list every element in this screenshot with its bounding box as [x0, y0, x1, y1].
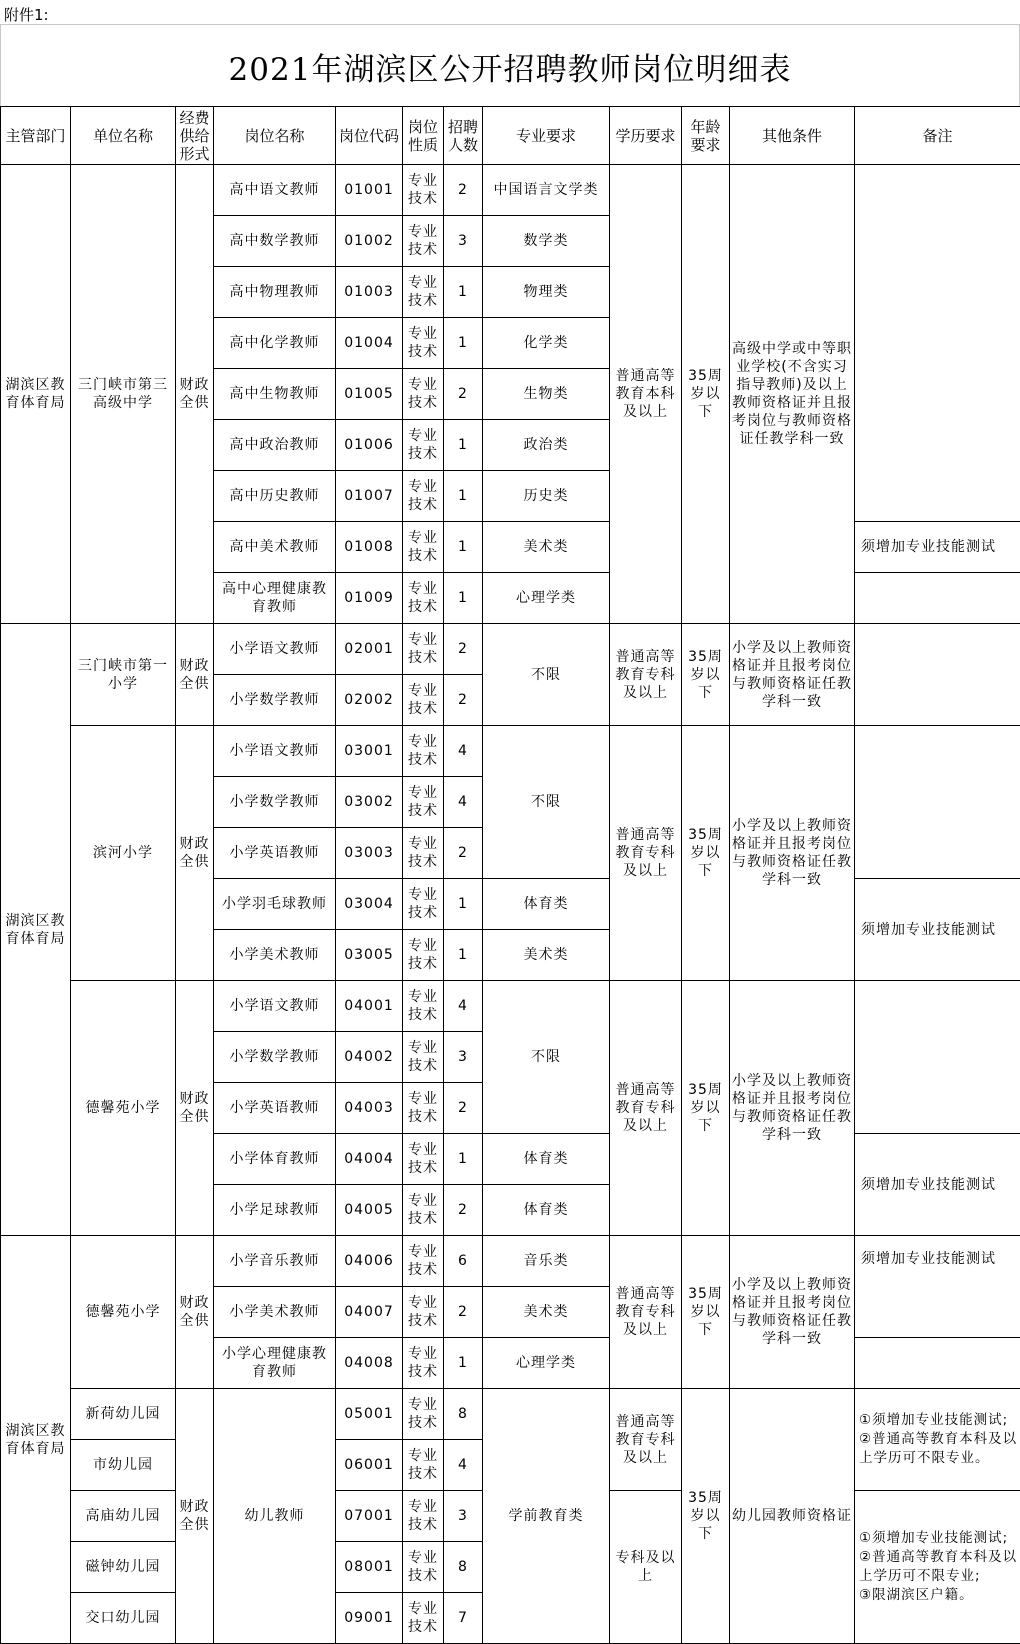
count-cell: 4 [444, 726, 483, 777]
unit-cell: 滨河小学 [71, 726, 176, 981]
position-cell: 小学语文教师 [214, 624, 336, 675]
count-cell: 1 [444, 318, 483, 369]
education-cell: 普通高等教育专科及以上 [610, 726, 682, 981]
code-cell: 06001 [336, 1440, 403, 1491]
count-cell: 8 [444, 1389, 483, 1440]
count-cell: 1 [444, 573, 483, 624]
nature-cell: 专业技术 [403, 1542, 444, 1593]
count-cell: 3 [444, 216, 483, 267]
position-cell: 高中生物教师 [214, 369, 336, 420]
unit-cell: 德馨苑小学 [71, 1236, 176, 1389]
count-cell: 2 [444, 675, 483, 726]
code-cell: 01002 [336, 216, 403, 267]
major-cell: 化学类 [483, 318, 610, 369]
position-cell: 小学美术教师 [214, 1287, 336, 1338]
count-cell: 2 [444, 165, 483, 216]
funding-cell: 财政全供 [176, 981, 214, 1236]
major-cell: 心理学类 [483, 1338, 610, 1389]
count-cell: 3 [444, 1032, 483, 1083]
nature-cell: 专业技术 [403, 165, 444, 216]
position-cell: 高中历史教师 [214, 471, 336, 522]
header-funding: 经费供给形式 [176, 107, 214, 165]
unit-cell: 德馨苑小学 [71, 981, 176, 1236]
code-cell: 04002 [336, 1032, 403, 1083]
position-cell: 高中数学教师 [214, 216, 336, 267]
nature-cell: 专业技术 [403, 1134, 444, 1185]
table-row [1, 165, 1020, 216]
remark-cell [855, 726, 1020, 879]
count-cell: 1 [444, 1338, 483, 1389]
code-cell: 02001 [336, 624, 403, 675]
nature-cell: 专业技术 [403, 624, 444, 675]
table-row [1, 624, 1020, 675]
code-cell: 04006 [336, 1236, 403, 1287]
count-cell: 2 [444, 828, 483, 879]
count-cell: 1 [444, 930, 483, 981]
unit-cell: 三门峡市第三高级中学 [71, 165, 176, 624]
position-cell: 小学羽毛球教师 [214, 879, 336, 930]
remark-cell [855, 1338, 1020, 1389]
header-major: 专业要求 [483, 107, 610, 165]
count-cell: 4 [444, 777, 483, 828]
code-cell: 01004 [336, 318, 403, 369]
count-cell: 4 [444, 981, 483, 1032]
remark-cell: 须增加专业技能测试 [855, 1236, 1020, 1338]
age-cell: 35周岁以下 [682, 981, 730, 1236]
nature-cell: 专业技术 [403, 828, 444, 879]
nature-cell: 专业技术 [403, 1389, 444, 1440]
code-cell: 03002 [336, 777, 403, 828]
table-row [1, 1236, 1020, 1287]
remark-cell [855, 573, 1020, 624]
nature-cell: 专业技术 [403, 1338, 444, 1389]
unit-cell: 磁钟幼儿园 [71, 1542, 176, 1593]
position-cell: 小学足球教师 [214, 1185, 336, 1236]
position-cell: 小学音乐教师 [214, 1236, 336, 1287]
other-cell: 小学及以上教师资格证并且报考岗位与教师资格证任教学科一致 [730, 981, 855, 1236]
position-cell: 小学数学教师 [214, 777, 336, 828]
count-cell: 2 [444, 624, 483, 675]
code-cell: 04005 [336, 1185, 403, 1236]
header-code: 岗位代码 [336, 107, 403, 165]
position-cell: 高中语文教师 [214, 165, 336, 216]
dept-cell: 湖滨区教育体育局 [1, 1236, 71, 1644]
position-cell: 小学心理健康教育教师 [214, 1338, 336, 1389]
nature-cell: 专业技术 [403, 573, 444, 624]
code-cell: 03003 [336, 828, 403, 879]
page-title: 2021年湖滨区公开招聘教师岗位明细表 [228, 52, 792, 88]
position-cell: 高中化学教师 [214, 318, 336, 369]
count-cell: 2 [444, 1287, 483, 1338]
major-cell: 数学类 [483, 216, 610, 267]
nature-cell: 专业技术 [403, 675, 444, 726]
code-cell: 03001 [336, 726, 403, 777]
header-dept: 主管部门 [1, 107, 71, 165]
position-cell: 小学美术教师 [214, 930, 336, 981]
unit-cell: 市幼儿园 [71, 1440, 176, 1491]
code-cell: 04001 [336, 981, 403, 1032]
position-cell: 高中美术教师 [214, 522, 336, 573]
age-cell: 35周岁以下 [682, 726, 730, 981]
position-cell: 小学英语教师 [214, 828, 336, 879]
nature-cell: 专业技术 [403, 930, 444, 981]
count-cell: 1 [444, 879, 483, 930]
nature-cell: 专业技术 [403, 471, 444, 522]
funding-cell: 财政全供 [176, 726, 214, 981]
header-position: 岗位名称 [214, 107, 336, 165]
major-cell: 音乐类 [483, 1236, 610, 1287]
nature-cell: 专业技术 [403, 369, 444, 420]
education-cell: 专科及以上 [610, 1491, 682, 1644]
other-cell: 幼儿园教师资格证 [730, 1389, 855, 1644]
major-cell: 美术类 [483, 930, 610, 981]
major-cell: 政治类 [483, 420, 610, 471]
count-cell: 1 [444, 267, 483, 318]
nature-cell: 专业技术 [403, 1185, 444, 1236]
position-cell: 小学体育教师 [214, 1134, 336, 1185]
code-cell: 03004 [336, 879, 403, 930]
nature-cell: 专业技术 [403, 1491, 444, 1542]
remark-cell [855, 165, 1020, 522]
attachment-label: 附件1: [4, 6, 49, 24]
remark-cell: 须增加专业技能测试 [855, 1134, 1020, 1236]
count-cell: 4 [444, 1440, 483, 1491]
code-cell: 07001 [336, 1491, 403, 1542]
count-cell: 1 [444, 420, 483, 471]
table-row [1, 1389, 1020, 1440]
header-count: 招聘人数 [444, 107, 483, 165]
major-cell: 中国语言文学类 [483, 165, 610, 216]
dept-cell: 湖滨区教育体育局 [1, 624, 71, 1236]
major-cell: 不限 [483, 981, 610, 1134]
nature-cell: 专业技术 [403, 267, 444, 318]
position-cell: 小学语文教师 [214, 981, 336, 1032]
code-cell: 04004 [336, 1134, 403, 1185]
major-cell: 美术类 [483, 1287, 610, 1338]
code-cell: 01008 [336, 522, 403, 573]
education-cell: 普通高等教育专科及以上 [610, 1236, 682, 1389]
count-cell: 2 [444, 1083, 483, 1134]
count-cell: 7 [444, 1593, 483, 1644]
dept-cell: 湖滨区教育体育局 [1, 165, 71, 624]
nature-cell: 专业技术 [403, 1593, 444, 1644]
education-cell: 普通高等教育本科及以上 [610, 165, 682, 624]
header-unit: 单位名称 [71, 107, 176, 165]
education-cell: 普通高等教育专科及以上 [610, 1389, 682, 1491]
count-cell: 3 [444, 1491, 483, 1542]
remark-cell [855, 624, 1020, 726]
position-cell: 小学英语教师 [214, 1083, 336, 1134]
major-cell: 生物类 [483, 369, 610, 420]
code-cell: 04007 [336, 1287, 403, 1338]
count-cell: 1 [444, 471, 483, 522]
nature-cell: 专业技术 [403, 1083, 444, 1134]
nature-cell: 专业技术 [403, 1440, 444, 1491]
position-cell: 高中物理教师 [214, 267, 336, 318]
nature-cell: 专业技术 [403, 420, 444, 471]
remark-cell: 须增加专业技能测试 [855, 879, 1020, 981]
nature-cell: 专业技术 [403, 522, 444, 573]
position-cell: 小学数学教师 [214, 675, 336, 726]
remark-cell: 须增加专业技能测试 [855, 522, 1020, 573]
age-cell: 35周岁以下 [682, 165, 730, 624]
age-cell: 35周岁以下 [682, 624, 730, 726]
unit-cell: 新荷幼儿园 [71, 1389, 176, 1440]
nature-cell: 专业技术 [403, 879, 444, 930]
count-cell: 1 [444, 1134, 483, 1185]
education-cell: 普通高等教育专科及以上 [610, 624, 682, 726]
education-cell: 普通高等教育专科及以上 [610, 981, 682, 1236]
code-cell: 01001 [336, 165, 403, 216]
recruitment-table [0, 106, 1020, 1644]
nature-cell: 专业技术 [403, 1287, 444, 1338]
nature-cell: 专业技术 [403, 318, 444, 369]
position-cell: 高中政治教师 [214, 420, 336, 471]
code-cell: 04003 [336, 1083, 403, 1134]
major-cell: 体育类 [483, 1185, 610, 1236]
remark-cell [855, 981, 1020, 1134]
code-cell: 01005 [336, 369, 403, 420]
nature-cell: 专业技术 [403, 726, 444, 777]
code-cell: 04008 [336, 1338, 403, 1389]
code-cell: 08001 [336, 1542, 403, 1593]
count-cell: 8 [444, 1542, 483, 1593]
unit-cell: 三门峡市第一小学 [71, 624, 176, 726]
funding-cell: 财政全供 [176, 1389, 214, 1644]
count-cell: 2 [444, 1185, 483, 1236]
major-cell: 美术类 [483, 522, 610, 573]
header-other: 其他条件 [730, 107, 855, 165]
table-row [1, 981, 1020, 1032]
funding-cell: 财政全供 [176, 1236, 214, 1389]
unit-cell: 高庙幼儿园 [71, 1491, 176, 1542]
age-cell: 35周岁以下 [682, 1389, 730, 1644]
remark-cell: ①须增加专业技能测试; ②普通高等教育本科及以上学历可不限专业。 [855, 1389, 1020, 1491]
position-cell: 小学语文教师 [214, 726, 336, 777]
code-cell: 09001 [336, 1593, 403, 1644]
code-cell: 05001 [336, 1389, 403, 1440]
header-age: 年龄要求 [682, 107, 730, 165]
code-cell: 01006 [336, 420, 403, 471]
nature-cell: 专业技术 [403, 216, 444, 267]
table-header-row [1, 107, 1020, 165]
table-row [1, 726, 1020, 777]
major-cell: 心理学类 [483, 573, 610, 624]
funding-cell: 财政全供 [176, 624, 214, 726]
unit-cell: 交口幼儿园 [71, 1593, 176, 1644]
header-remark: 备注 [855, 107, 1020, 165]
nature-cell: 专业技术 [403, 1236, 444, 1287]
major-cell: 体育类 [483, 1134, 610, 1185]
other-cell: 高级中学或中等职业学校(不含实习指导教师)及以上教师资格证并且报考岗位与教师资格证任教学科一致 [730, 165, 855, 624]
position-cell: 小学数学教师 [214, 1032, 336, 1083]
position-cell: 幼儿教师 [214, 1389, 336, 1644]
other-cell: 小学及以上教师资格证并且报考岗位与教师资格证任教学科一致 [730, 726, 855, 981]
code-cell: 03005 [336, 930, 403, 981]
code-cell: 02002 [336, 675, 403, 726]
remark-cell: ①须增加专业技能测试; ②普通高等教育本科及以上学历可不限专业; ③限湖滨区户籍。 [855, 1491, 1020, 1644]
nature-cell: 专业技术 [403, 981, 444, 1032]
funding-cell: 财政全供 [176, 165, 214, 624]
nature-cell: 专业技术 [403, 777, 444, 828]
code-cell: 01003 [336, 267, 403, 318]
nature-cell: 专业技术 [403, 1032, 444, 1083]
header-nature: 岗位性质 [403, 107, 444, 165]
count-cell: 6 [444, 1236, 483, 1287]
code-cell: 01007 [336, 471, 403, 522]
age-cell: 35周岁以下 [682, 1236, 730, 1389]
other-cell: 小学及以上教师资格证并且报考岗位与教师资格证任教学科一致 [730, 1236, 855, 1389]
major-cell: 历史类 [483, 471, 610, 522]
major-cell: 物理类 [483, 267, 610, 318]
header-education: 学历要求 [610, 107, 682, 165]
other-cell: 小学及以上教师资格证并且报考岗位与教师资格证任教学科一致 [730, 624, 855, 726]
count-cell: 1 [444, 522, 483, 573]
major-cell: 体育类 [483, 879, 610, 930]
position-cell: 高中心理健康教育教师 [214, 573, 336, 624]
code-cell: 01009 [336, 573, 403, 624]
count-cell: 2 [444, 369, 483, 420]
major-cell: 学前教育类 [483, 1389, 610, 1644]
major-cell: 不限 [483, 624, 610, 726]
major-cell: 不限 [483, 726, 610, 879]
